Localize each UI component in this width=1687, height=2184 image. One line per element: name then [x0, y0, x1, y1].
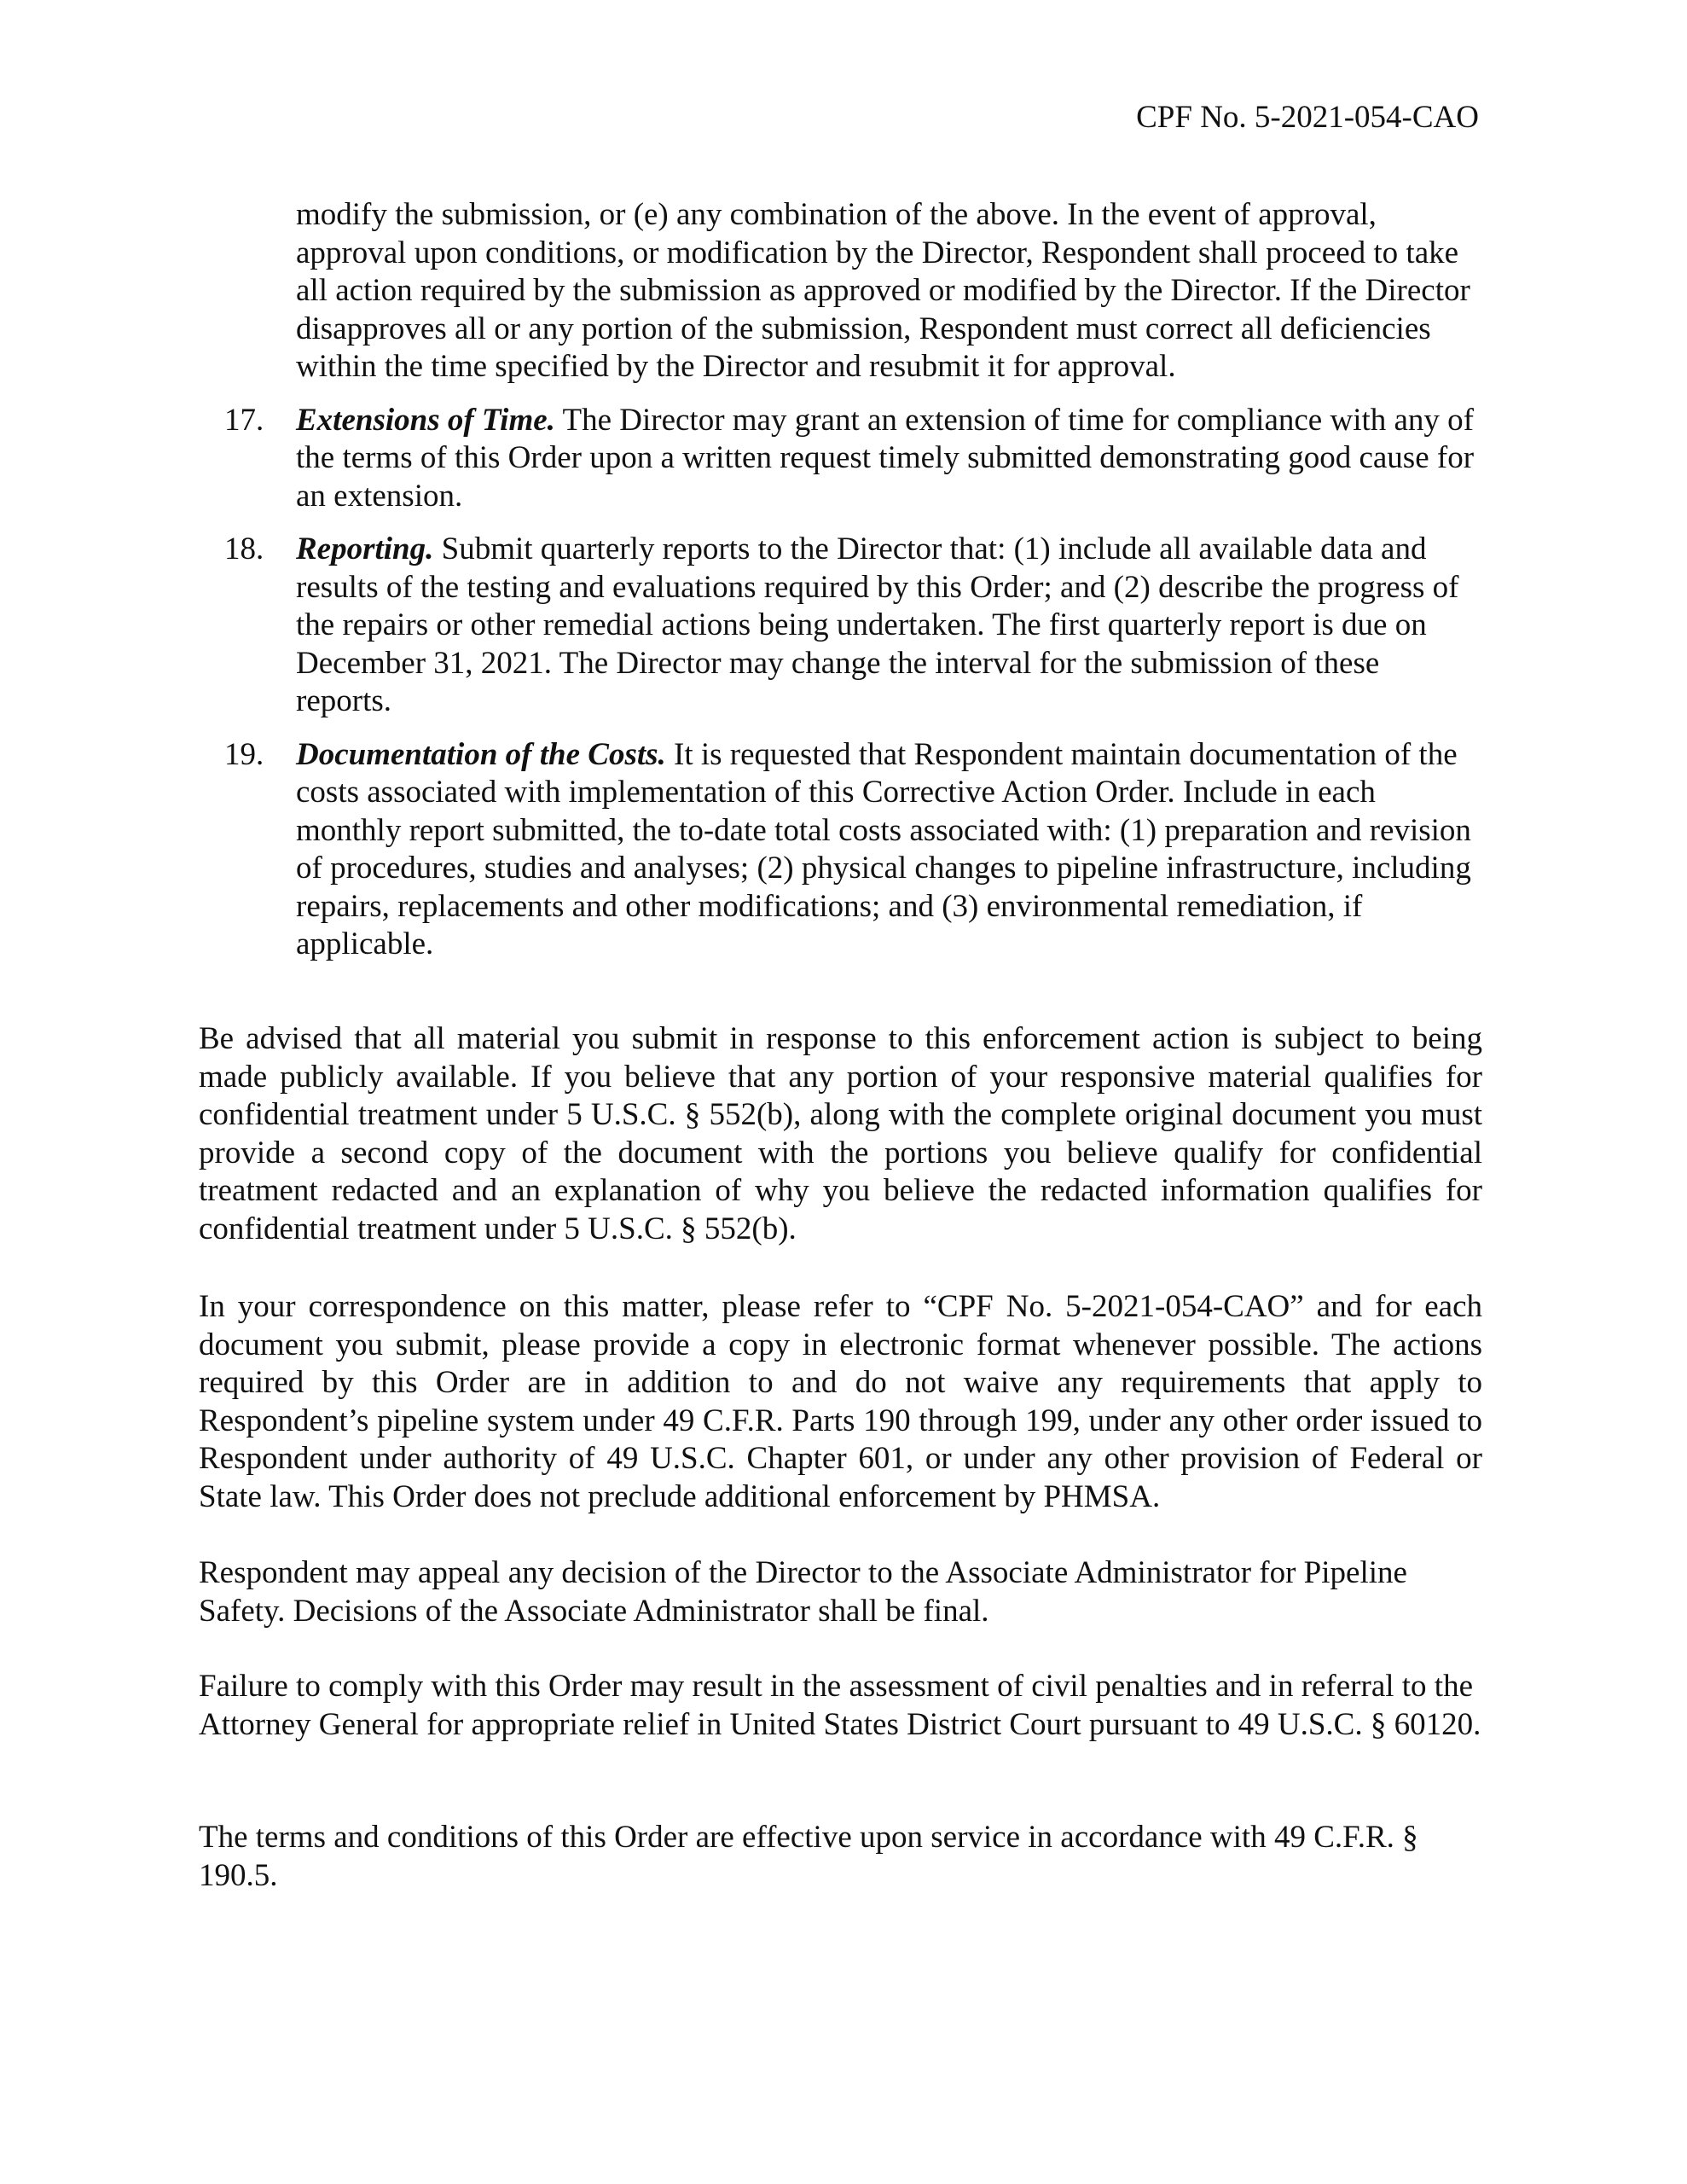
- item-number: 18.: [224, 531, 264, 566]
- correspondence-paragraph: In your correspondence on this matter, please refer to “CPF No. 5-2021-054-CAO” and for each document you submit, please provide a copy in electronic format whenever possible. The actions required by this Order are in addition to and do not waive any requirements that apply to Respondent’s pipeline system under 49 C.F.R. Parts 190 through 199, under any other order issued to Respondent under authority of 49 U.S.C. Chapter 601, or under any other provision of Federal or State law. This Order does not preclude additional enforcement by PHMSA.: [199, 1289, 1482, 1514]
- failure-paragraph: Failure to comply with this Order may result in the assessment of civil penalties and in referral to the Attorney General for appropriate relief in United States District Court pursuant to 49 U.S.C. § 60120.: [199, 1669, 1481, 1742]
- item-body: [296, 736, 1482, 964]
- item-16-continuation: modify the submission, or (e) any combination of the above. In the event of approval, approval upon conditions, or modification by the Director, Respondent shall proceed to take all action required by the submission as approved or modified by the Director. If the Director disapproves all or any portion of the submission, Respondent must correct all deficiencies within the time specified by the Director and resubmit it for approval.: [296, 197, 1470, 384]
- case-number-header: CPF No. 5-2021-054-CAO: [1136, 100, 1479, 135]
- item-text: The Director may grant an extension of time for compliance with any of the terms of this Order upon a written request timely submitted demonstrating good cause for an extension.: [296, 402, 1475, 514]
- numbered-list: [224, 196, 1482, 979]
- advised-paragraph: Be advised that all material you submit in response to this enforcement action is subject to being made publicly available. If you believe that any portion of your responsive material qualifies for confidential treatment under 5 U.S.C. § 552(b), along with the complete original document you must provide a second copy of the document with the portions you believe qualify for confidential treatment redacted and an explanation of why you believe the redacted information qualifies for confidential treatment under 5 U.S.C. § 552(b).: [199, 1021, 1482, 1246]
- list-item-18: [224, 531, 1482, 721]
- item-title: Documentation of the Costs.: [296, 736, 666, 772]
- effective-paragraph: The terms and conditions of this Order are effective upon service in accordance with 49 C.F.R. § 190.5.: [199, 1820, 1418, 1893]
- item-text: It is requested that Respondent maintain documentation of the costs associated with implementation of this Corrective Action Order. Include in each monthly report submitted, the to-date total costs associated with: (1) preparation and revision of procedures, studies and analyses; (2) physical changes to pipeline infrastructure, including repairs, replacements and other modifications; and (3) environmental remediation, if applicable.: [296, 736, 1471, 961]
- list-item-19: [224, 736, 1482, 964]
- item-text: Submit quarterly reports to the Director that: (1) include all available data and results of the testing and evaluations required by this Order; and (2) describe the progress of the repairs or other remedial actions being undertaken. The first quarterly report is due on December 31, 2021. The Director may change the interval for the submission of these reports.: [296, 531, 1459, 718]
- item-body: [296, 531, 1482, 721]
- item-title: Extensions of Time.: [296, 402, 555, 438]
- item-title: Reporting.: [296, 531, 434, 566]
- item-number: 17.: [224, 402, 264, 438]
- item-body: [296, 402, 1482, 516]
- list-item-17: [224, 402, 1482, 516]
- appeal-paragraph: Respondent may appeal any decision of the Director to the Associate Administrator for Pipeline Safety. Decisions of the Associate Administrator shall be final.: [199, 1555, 1407, 1629]
- item-number: 19.: [224, 736, 264, 772]
